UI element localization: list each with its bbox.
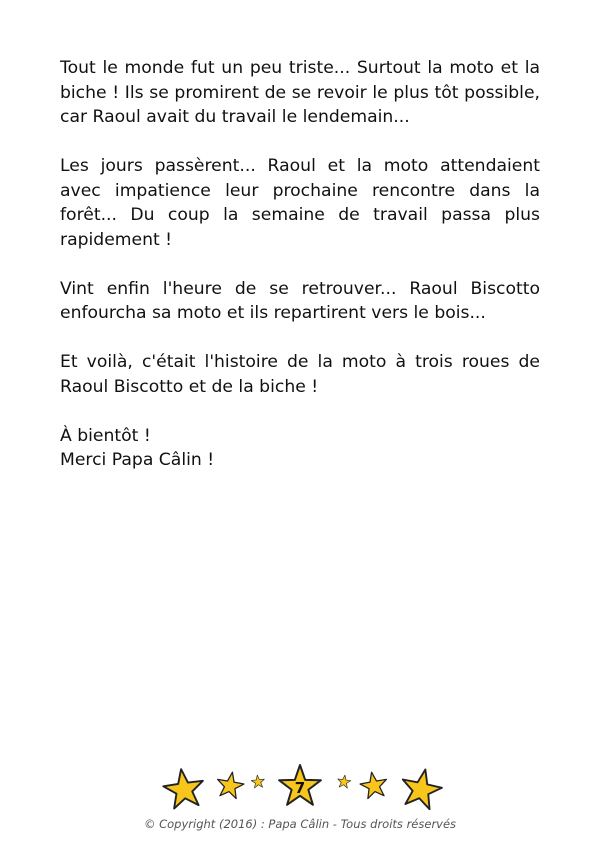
- copyright-notice: © Copyright (2016) : Papa Câlin - Tous droits réservés: [143, 817, 457, 831]
- page-number: 7: [294, 779, 306, 797]
- paragraph-1: Tout le monde fut un peu triste... Surtout la moto et la biche ! Ils se promirent de se revoir le plus tôt possible, car Raoul avait du travail le lendemain...: [60, 58, 540, 127]
- star-icon-small-right: [337, 774, 352, 788]
- story-text: [60, 56, 540, 497]
- closing-line-thanks: Merci Papa Câlin !: [60, 450, 215, 470]
- paragraph-3: Vint enfin l'heure de se retrouver... Raoul Biscotto enfourcha sa moto et ils repartirent vers le bois...: [60, 278, 540, 323]
- page-number-stars: [0, 760, 600, 820]
- star-icon-large-left: [161, 766, 206, 809]
- star-icon-small-left: [251, 774, 266, 788]
- star-icon-medium-left: [215, 770, 246, 800]
- closing-line-goodbye: À bientôt !: [60, 425, 151, 446]
- star-icon-center: [279, 765, 321, 805]
- closing-lines: [60, 424, 540, 473]
- star-icon-medium-right: [358, 770, 389, 800]
- star-icon-large-right: [398, 765, 445, 810]
- paragraph-4: Et voilà, c'était l'histoire de la moto à trois roues de Raoul Biscotto et de la biche !: [60, 352, 540, 397]
- paragraph-2: Les jours passèrent... Raoul et la moto attendaient avec impatience leur prochaine rencontre dans la forêt... Du coup la semaine de travail passa plus rapidement !: [60, 156, 540, 250]
